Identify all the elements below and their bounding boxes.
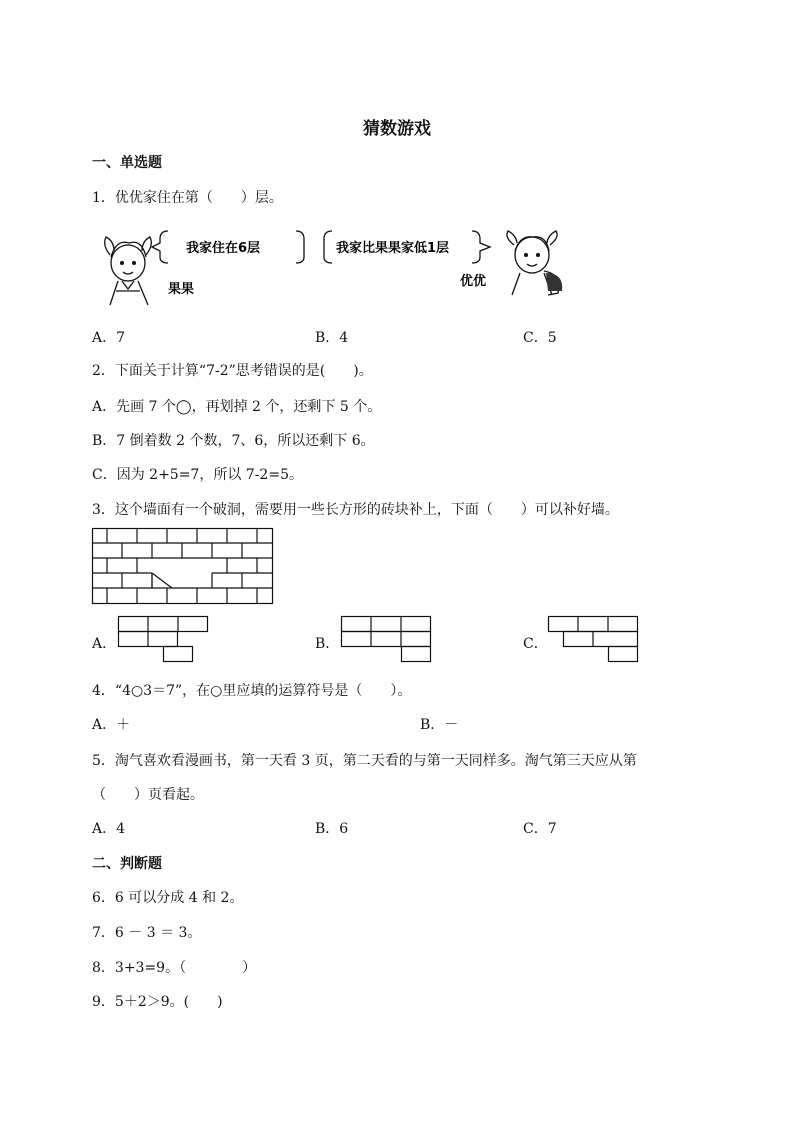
question-8-text: 8．3+3=9。（ ）: [92, 960, 257, 976]
question-3-text: 3．这个墙面有一个破洞，需要用一些长方形的砖块补上，下面（ ）可以补好墙。: [92, 502, 619, 518]
question-9-text: 9．5＋2＞9。( ): [92, 994, 223, 1010]
q3-option-b-bricks[interactable]: [341, 616, 433, 663]
q5-option-c[interactable]: C．7: [523, 821, 557, 837]
q3-option-a-bricks[interactable]: [118, 616, 210, 663]
q3-option-c-bricks[interactable]: [548, 616, 640, 663]
question-5-text-line1: 5．淘气喜欢看漫画书，第一天看 3 页，第二天看的与第一天同样多。淘气第三天应从第: [92, 753, 637, 769]
q1-option-b[interactable]: B．4: [315, 330, 349, 346]
q4-option-b[interactable]: B．－: [420, 717, 459, 733]
girl-guoguo-figure: [105, 237, 152, 305]
q1-option-c[interactable]: C．5: [523, 330, 557, 346]
question-6-text: 6．6 可以分成 4 和 2。: [92, 890, 244, 906]
section-heading-true-false: 二、判断题: [92, 856, 162, 872]
q1-option-a[interactable]: A．7: [92, 330, 126, 346]
page-title: 猜数游戏: [363, 119, 431, 139]
brick-wall-with-hole: [92, 528, 274, 605]
q4-option-a[interactable]: A．＋: [92, 717, 131, 733]
q2-option-b[interactable]: B．7 倒着数 2 个数，7、6，所以还剩下 6。: [92, 433, 375, 449]
name-youyou: 优优: [460, 274, 487, 289]
bubble-left-text: 我家住在6层: [186, 241, 261, 256]
question-2-text: 2．下面关于计算“7-2”思考错误的是( )。: [92, 363, 373, 379]
q1-comic-illustration: [96, 225, 566, 310]
name-guoguo: 果果: [168, 282, 195, 297]
section-heading-single-choice: 一、单选题: [92, 155, 162, 171]
question-5-text-line2: （ ）页看起。: [92, 787, 204, 803]
question-4-text: 4．“4○3＝7”，在○里应填的运算符号是（ ）。: [92, 683, 412, 699]
q3-option-b[interactable]: B．: [315, 636, 340, 652]
q2-option-a[interactable]: A．先画 7 个◯，再划掉 2 个，还剩下 5 个。: [92, 399, 382, 415]
question-7-text: 7．6 － 3 ＝ 3。: [92, 925, 202, 941]
q3-option-a[interactable]: A．: [92, 636, 117, 652]
question-1-text: 1．优优家住在第（ ）层。: [92, 190, 283, 206]
q2-option-c[interactable]: C．因为 2+5=7，所以 7-2=5。: [92, 467, 303, 483]
q3-option-c[interactable]: C．: [523, 636, 548, 652]
q5-option-a[interactable]: A．4: [92, 821, 126, 837]
backpack-icon: [546, 273, 562, 291]
q5-option-b[interactable]: B．6: [315, 821, 349, 837]
bubble-right-text: 我家比果果家低1层: [336, 241, 450, 256]
